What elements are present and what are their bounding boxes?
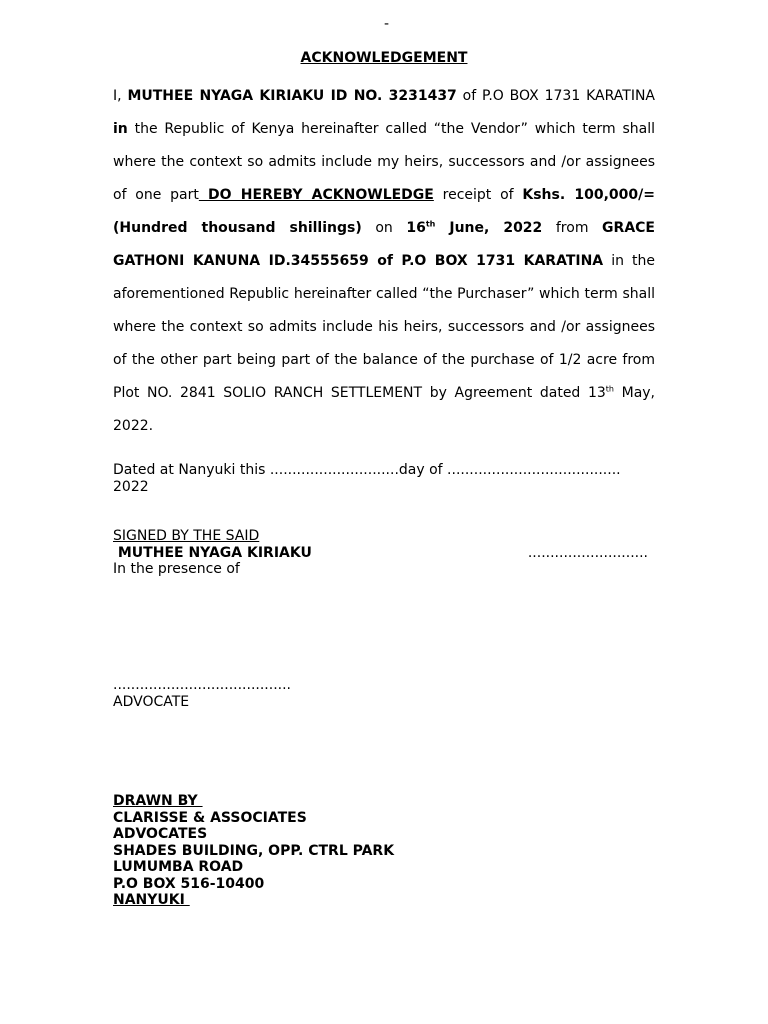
dated-text: Dated at Nanyuki this .............................day of ....................................... xyxy=(113,462,621,478)
body-text: on xyxy=(361,220,407,236)
advocate-label: ADVOCATE xyxy=(113,693,190,710)
firm-line: ADVOCATES xyxy=(113,826,208,842)
dated-year: 2022 xyxy=(113,478,149,495)
firm-town: NANYUKI xyxy=(113,892,190,908)
body-text: the Republic of Kenya hereinafter called “the Vendor” which term shall where the context so admits include my heirs, successors and /or assignees of one part xyxy=(113,121,655,203)
document-title: ACKNOWLEDGEMENT xyxy=(300,50,468,66)
signatory-row xyxy=(113,545,655,562)
payment-date: 16th June, 2022 xyxy=(406,219,543,236)
advocate-dots: ........................................ xyxy=(113,677,292,693)
firm-line: LUMUMBA ROAD xyxy=(113,859,244,875)
advocate-block xyxy=(113,677,655,710)
body-text: I, xyxy=(113,88,128,104)
presence-text: In the presence of xyxy=(113,561,240,577)
dated-line xyxy=(113,462,655,495)
firm-line: CLARISSE & ASSOCIATES xyxy=(113,809,307,826)
header-dash: - xyxy=(384,16,390,32)
firm-line: SHADES BUILDING, OPP. CTRL PARK xyxy=(113,842,395,859)
drawn-by-heading: DRAWN BY xyxy=(113,793,203,809)
body-text: in the aforementioned Republic hereinafter called “the Purchaser” which term shall where the context so admits include his heirs, successors and /or assignees of the other part being part of the balance of the purchase of 1/2 acre from Plot NO. 2841 SOLIO RANCH SETTLEMENT by Agreement dated 13 xyxy=(113,253,656,401)
purchaser-details: GRACE GATHONI KANUNA ID.34555659 of P.O BOX 1731 KARATINA xyxy=(113,220,655,269)
signature-dots: ........................... xyxy=(527,544,648,561)
payment-amount: Kshs. 100,000/= (Hundred thousand shillings) xyxy=(113,187,655,236)
body-in: in xyxy=(113,121,128,137)
acknowledge-phrase: DO HEREBY ACKNOWLEDGE xyxy=(198,187,434,203)
signatory-name: MUTHEE NYAGA KIRIAKU xyxy=(113,544,312,561)
agreement-date-suffix: th xyxy=(605,384,614,394)
acknowledgement-body xyxy=(113,80,655,443)
body-text: from xyxy=(542,220,603,236)
firm-line: P.O BOX 516-10400 xyxy=(113,875,265,892)
body-text: receipt of xyxy=(433,187,523,203)
body-text: May, 2022. xyxy=(113,385,656,434)
signed-heading: SIGNED BY THE SAID xyxy=(113,528,260,544)
signature-block xyxy=(113,528,655,578)
body-text: of P.O BOX 1731 KARATINA xyxy=(456,88,655,104)
drawn-by-block xyxy=(113,793,655,909)
vendor-name-id: MUTHEE NYAGA KIRIAKU ID NO. 3231437 xyxy=(127,88,457,104)
